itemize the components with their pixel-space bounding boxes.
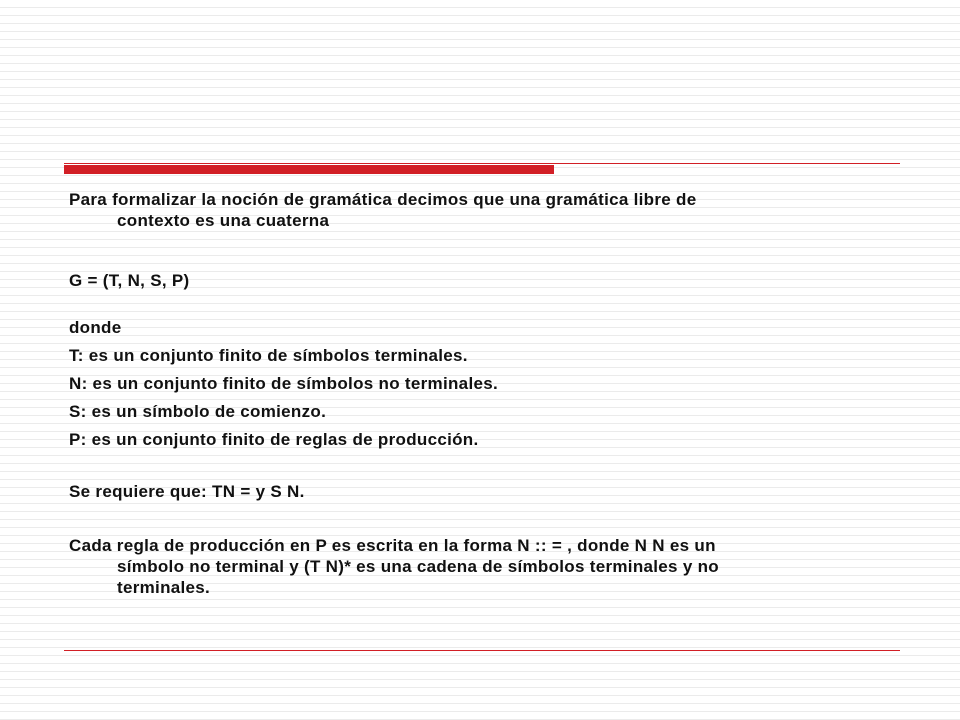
definition-s: S: es un símbolo de comienzo. bbox=[69, 402, 327, 421]
rule-line-2: símbolo no terminal y (T N)* es una cadena de símbolos terminales y no bbox=[117, 557, 719, 576]
grammar-tuple: G = (T, N, S, P) bbox=[69, 271, 190, 290]
intro-line-2: contexto es una cuaterna bbox=[117, 211, 330, 230]
requirement-paragraph: Se requiere que: TN = y S N. bbox=[69, 482, 305, 501]
production-rule-paragraph bbox=[69, 535, 889, 598]
definition-t: T: es un conjunto finito de símbolos terminales. bbox=[69, 346, 468, 365]
rule-line-1: Cada regla de producción en P es escrita en la forma N :: = , donde N N es un bbox=[69, 536, 716, 555]
intro-line-1: Para formalizar la noción de gramática decimos que una gramática libre de bbox=[69, 190, 697, 209]
definition-p: P: es un conjunto finito de reglas de producción. bbox=[69, 430, 479, 449]
bottom-divider-line bbox=[64, 650, 900, 651]
definition-n: N: es un conjunto finito de símbolos no terminales. bbox=[69, 374, 498, 393]
donde-label: donde bbox=[69, 318, 122, 337]
rule-line-3: terminales. bbox=[117, 578, 211, 597]
intro-paragraph bbox=[69, 189, 889, 231]
